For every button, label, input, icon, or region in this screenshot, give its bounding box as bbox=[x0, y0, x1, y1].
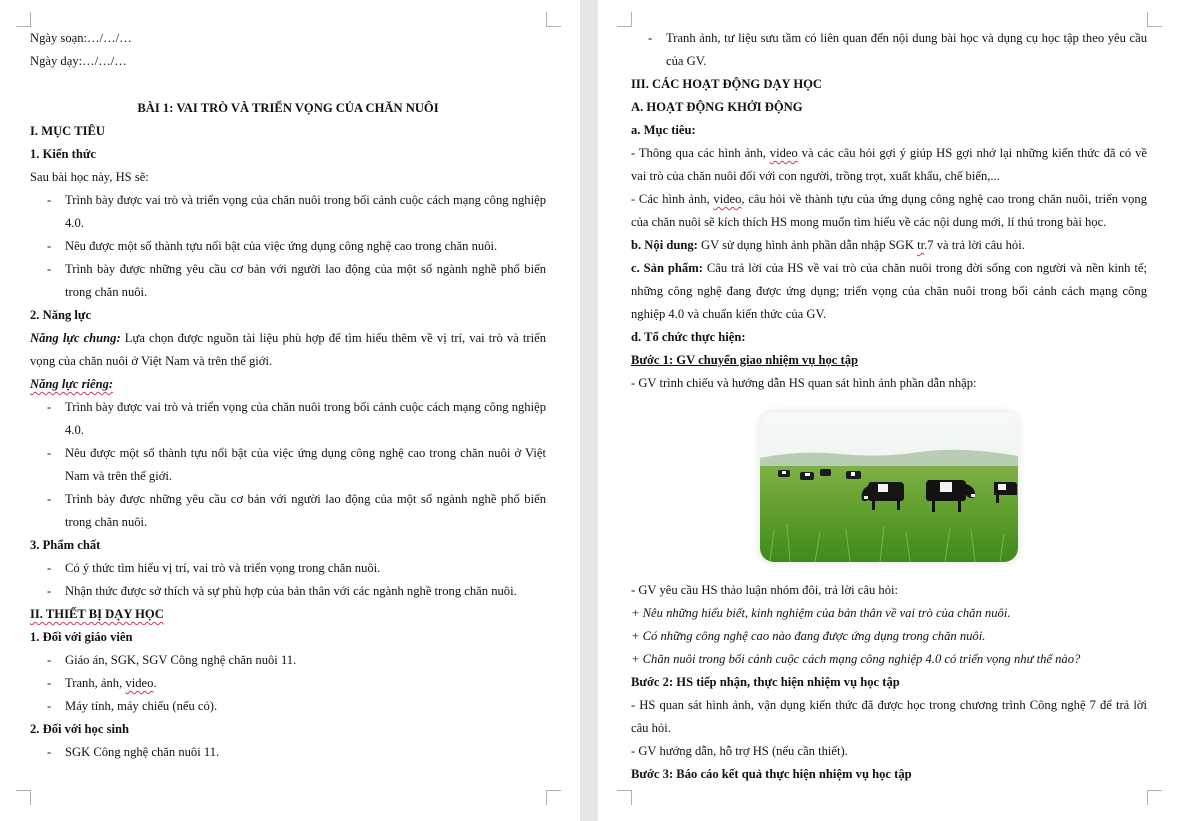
objective-paragraph: - Các hình ảnh, video, câu hỏi về thành tựu của ứng dụng công nghệ cao trong chăn nuôi, triển vọng của chăn nuôi sẽ kích thích HS mong muốn tìm hiểu về các nội dung mới, lí thú trong bài học. bbox=[631, 192, 1147, 229]
step-heading: Bước 1: GV chuyển giao nhiệm vụ học tập bbox=[631, 353, 859, 367]
text-body-left[interactable] bbox=[30, 27, 546, 764]
dairy-cows-grazing-photo bbox=[760, 412, 1018, 562]
subheading-student: 2. Đối với học sinh bbox=[30, 722, 129, 736]
page-gutter bbox=[580, 0, 598, 821]
step-text: - GV hướng dẫn, hỗ trợ HS (nếu cần thiết). bbox=[631, 744, 848, 758]
crop-mark bbox=[546, 12, 561, 27]
specific-competency-label bbox=[30, 373, 546, 396]
list-item: - Trình bày được những yêu cầu cơ bản với người lao động của một số ngành nghề phổ biến trong chăn nuôi. bbox=[30, 488, 546, 534]
objective-label: a. Mục tiêu: bbox=[631, 123, 696, 137]
list-item: - Trình bày được những yêu cầu cơ bản với người lao động của một số ngành nghề phổ biến trong chăn nuôi. bbox=[30, 258, 546, 304]
objective-paragraph: - Thông qua các hình ảnh, video và các câu hỏi gợi ý giúp HS gợi nhớ lại những kiến thức đã có về vai trò của chăn nuôi đối với con người, trồng trọt, xuất khẩu, chế biến,... bbox=[631, 146, 1147, 183]
list-item: - Nêu được một số thành tựu nổi bật của việc ứng dụng công nghệ cao trong chăn nuôi. bbox=[30, 235, 546, 258]
list-item: - Trình bày được vai trò và triển vọng của chăn nuôi trong bối cảnh cuộc cách mạng công nghiệp 4.0. bbox=[30, 189, 546, 235]
general-competency-paragraph bbox=[30, 327, 546, 373]
document-page-left[interactable] bbox=[0, 0, 580, 821]
product-label: c. Sản phẩm: bbox=[631, 261, 703, 275]
general-competency-text: Lựa chọn được nguồn tài liệu phù hợp để tìm hiểu thêm về vị trí, vai trò và triển vọng của chăn nuôi ở Việt Nam và trên thế giới. bbox=[30, 331, 546, 368]
spellcheck-underline: tr bbox=[917, 238, 925, 252]
spellcheck-underline: Năng lực riêng: bbox=[30, 377, 114, 391]
crop-mark bbox=[16, 790, 31, 805]
question-item: + Có những công nghệ cao nào đang được ứng dụng trong chăn nuôi. bbox=[631, 629, 986, 643]
step-text: - GV trình chiếu và hướng dẫn HS quan sát hình ảnh phần dẫn nhập: bbox=[631, 376, 977, 390]
lesson-title: BÀI 1: VAI TRÒ VÀ TRIỂN VỌNG CỦA CHĂN NUÔI bbox=[137, 101, 439, 115]
organization-label: d. Tổ chức thực hiện: bbox=[631, 330, 746, 344]
spellcheck-underline: II. THIẾT BỊ DẠY HỌC bbox=[30, 607, 164, 621]
crop-mark bbox=[546, 790, 561, 805]
list-item: - Có ý thức tìm hiểu vị trí, vai trò và triển vọng trong chăn nuôi. bbox=[30, 557, 546, 580]
crop-mark bbox=[1147, 790, 1162, 805]
subheading-competency: 2. Năng lực bbox=[30, 308, 92, 322]
product-paragraph: c. Sản phẩm: Câu trả lời của HS về vai trò của chăn nuôi trong đời sống con người và nền kinh tế; những công nghệ đang được ứng dụng; triển vọng của chăn nuôi trong bối cảnh cách mạng công nghiệp 4.0 và chuẩn kiến thức của GV. bbox=[631, 261, 1147, 321]
content-label: b. Nội dung: bbox=[631, 238, 698, 252]
date-taught: Ngày dạy:…/…/… bbox=[30, 54, 127, 68]
content-paragraph: b. Nội dung: GV sử dụng hình ảnh phần dẫn nhập SGK tr.7 và trả lời câu hỏi. bbox=[631, 238, 1025, 252]
step-heading: Bước 2: HS tiếp nhận, thực hiện nhiệm vụ học tập bbox=[631, 675, 900, 689]
list-item: - Tranh, ảnh, video. bbox=[30, 672, 546, 695]
document-page-right[interactable] bbox=[598, 0, 1181, 821]
question-item: + Chăn nuôi trong bối cảnh cuộc cách mạng công nghiệp 4.0 có triển vọng như thế nào? bbox=[631, 652, 1081, 666]
discussion-instruction: - GV yêu cầu HS thảo luận nhóm đôi, trả lời câu hỏi: bbox=[631, 583, 898, 597]
question-item: + Nêu những hiểu biết, kinh nghiệm của bản thân về vai trò của chăn nuôi. bbox=[631, 606, 1011, 620]
general-competency-label: Năng lực chung: bbox=[30, 331, 121, 345]
list-item: - Nhận thức được sở thích và sự phù hợp của bản thân với các ngành nghề trong chăn nuôi. bbox=[30, 580, 546, 603]
crop-mark bbox=[1147, 12, 1162, 27]
step-heading: Bước 3: Báo cáo kết quả thực hiện nhiệm vụ học tập bbox=[631, 767, 912, 781]
crop-mark bbox=[617, 790, 632, 805]
subheading-warmup: A. HOẠT ĐỘNG KHỞI ĐỘNG bbox=[631, 100, 803, 114]
crop-mark bbox=[617, 12, 632, 27]
spellcheck-underline: video bbox=[713, 192, 742, 206]
spellcheck-underline: video bbox=[769, 146, 798, 160]
list-item: - Tranh ảnh, tư liệu sưu tầm có liên quan đến nội dung bài học và dụng cụ học tập theo yêu cầu của GV. bbox=[631, 27, 1147, 73]
list-item: - Máy tính, máy chiếu (nếu có). bbox=[30, 695, 546, 718]
section-heading-equipment bbox=[30, 603, 546, 626]
subheading-teacher: 1. Đối với giáo viên bbox=[30, 630, 133, 644]
picture-frame[interactable] bbox=[631, 395, 1147, 579]
spellcheck-underline: video bbox=[125, 676, 154, 690]
section-heading-activities: III. CÁC HOẠT ĐỘNG DẠY HỌC bbox=[631, 77, 823, 91]
date-prepared: Ngày soạn:…/…/… bbox=[30, 31, 132, 45]
knowledge-intro: Sau bài học này, HS sẽ: bbox=[30, 170, 149, 184]
text-body-right[interactable] bbox=[631, 27, 1147, 786]
step-text: - HS quan sát hình ảnh, vận dụng kiến thức đã được học trong chương trình Công nghệ 7 để trả lời câu hỏi. bbox=[631, 698, 1147, 735]
list-item: - SGK Công nghệ chăn nuôi 11. bbox=[30, 741, 546, 764]
cattle-pasture-image[interactable] bbox=[760, 412, 1018, 562]
crop-mark bbox=[16, 12, 31, 27]
list-item: - Nêu được một số thành tựu nổi bật của việc ứng dụng công nghệ cao trong chăn nuôi ở Việt Nam và trên thế giới. bbox=[30, 442, 546, 488]
list-item: - Trình bày được vai trò và triển vọng của chăn nuôi trong bối cảnh cuộc cách mạng công nghiệp 4.0. bbox=[30, 396, 546, 442]
section-heading-objectives: I. MỤC TIÊU bbox=[30, 124, 105, 138]
subheading-qualities: 3. Phẩm chất bbox=[30, 538, 101, 552]
subheading-knowledge: 1. Kiến thức bbox=[30, 147, 96, 161]
list-item: - Giáo án, SGK, SGV Công nghệ chăn nuôi 11. bbox=[30, 649, 546, 672]
